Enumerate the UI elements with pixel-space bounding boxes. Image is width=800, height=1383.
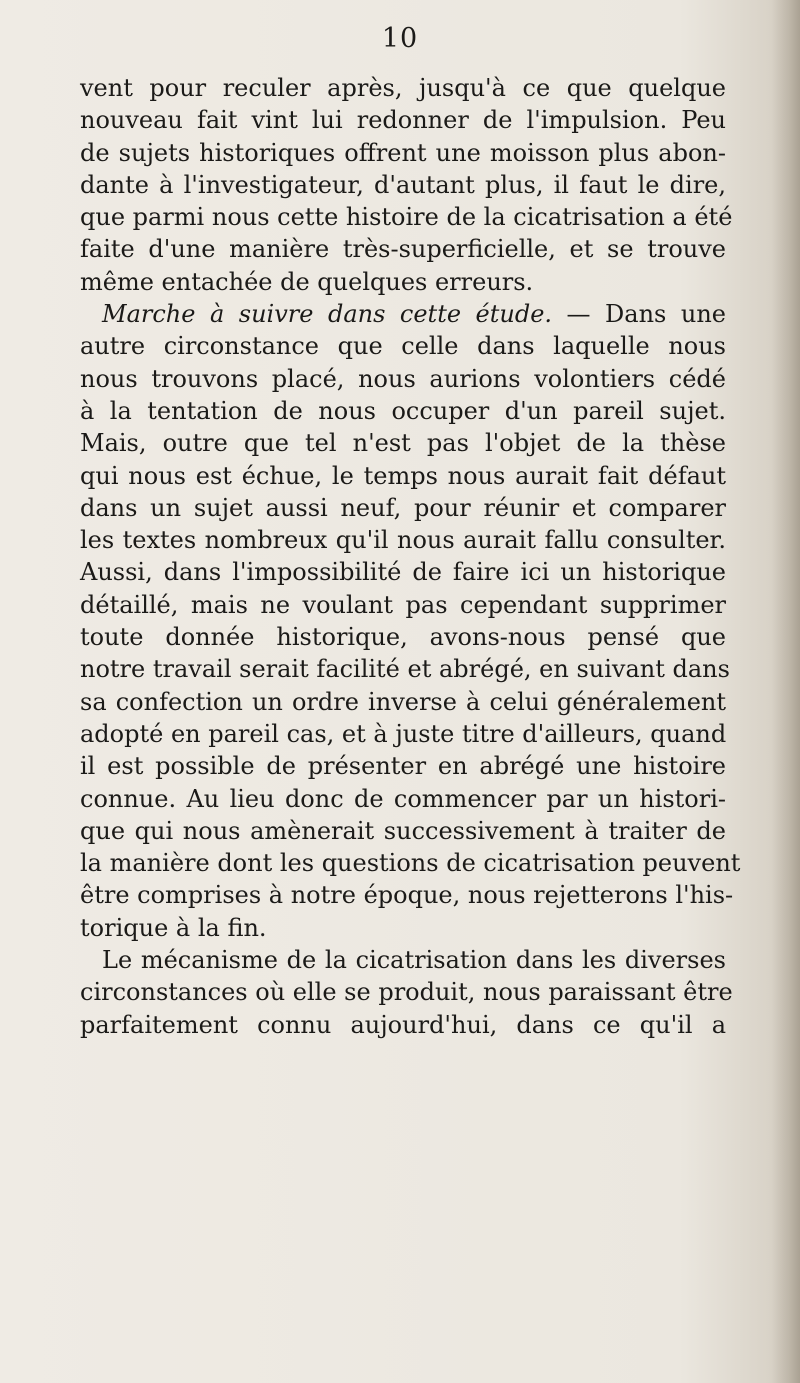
text-line: parfaitement connu aujourd'hui, dans ce qu'il a: [80, 1010, 726, 1039]
text-line: même entachée de quelques erreurs.: [80, 267, 534, 296]
text-line: Mais, outre que tel n'est pas l'objet de la thèse: [80, 429, 726, 458]
text-line: nous trouvons placé, nous aurions volontiers cédé: [80, 364, 726, 393]
text-line: dans un sujet aussi neuf, pour réunir et comparer: [80, 493, 726, 522]
section-heading-tail: — Dans une: [552, 300, 726, 329]
text-line: toute donnée historique, avons-nous pensé que: [80, 623, 726, 652]
text-line: vent pour reculer après, jusqu'à ce que quelque: [80, 74, 726, 102]
text-line: autre circonstance que celle dans laquelle nous: [80, 332, 726, 361]
section-heading-line: [80, 298, 726, 330]
page-number: 10: [381, 23, 419, 54]
text-line: Aussi, dans l'impossibilité de faire ici un historique: [80, 558, 726, 587]
text-line: être comprises à notre époque, nous rejetterons l'his-: [80, 881, 734, 910]
text-line: connue. Au lieu donc de commencer par un histori-: [80, 784, 726, 813]
paragraph-3: [80, 944, 733, 1041]
text-line: que qui nous amènerait successivement à traiter de: [80, 816, 726, 845]
text-line: les textes nombreux qu'il nous aurait fallu consulter.: [80, 526, 726, 555]
text-line: il est possible de présenter en abrégé une histoire: [80, 752, 726, 781]
text-line: adopté en pareil cas, et à juste titre d'ailleurs, quand: [80, 719, 727, 748]
text-line: à la tentation de nous occuper d'un pareil sujet.: [80, 396, 726, 425]
page-edge-shadow: [772, 0, 800, 1383]
text-line: sa confection un ordre inverse à celui généralement: [80, 687, 726, 716]
body-text: [80, 72, 741, 1041]
text-line: que parmi nous cette histoire de la cicatrisation a été: [80, 203, 733, 232]
text-line: dante à l'investigateur, d'autant plus, il faut le dire,: [80, 170, 726, 199]
text-line: qui nous est échue, le temps nous aurait fait défaut: [80, 461, 726, 490]
text-line: circonstances où elle se produit, nous paraissant être: [80, 978, 733, 1007]
paragraph-1: [80, 72, 733, 298]
text-line: la manière dont les questions de cicatrisation peuvent: [80, 849, 741, 878]
text-line: nouveau fait vint lui redonner de l'impulsion. Peu: [80, 106, 726, 135]
text-line: détaillé, mais ne voulant pas cependant supprimer: [80, 590, 726, 619]
text-line: torique à la fin.: [80, 913, 267, 942]
section-heading: Marche à suivre dans cette étude.: [102, 300, 553, 329]
text-line: Le mécanisme de la cicatrisation dans les diverses: [102, 946, 726, 975]
text-line: faite d'une manière très-superficielle, et se trouve: [80, 235, 726, 264]
paragraph-2: [80, 298, 741, 944]
text-line: notre travail serait facilité et abrégé, en suivant dans: [80, 655, 730, 684]
text-line: de sujets historiques offrent une moisson plus abon-: [80, 138, 726, 167]
